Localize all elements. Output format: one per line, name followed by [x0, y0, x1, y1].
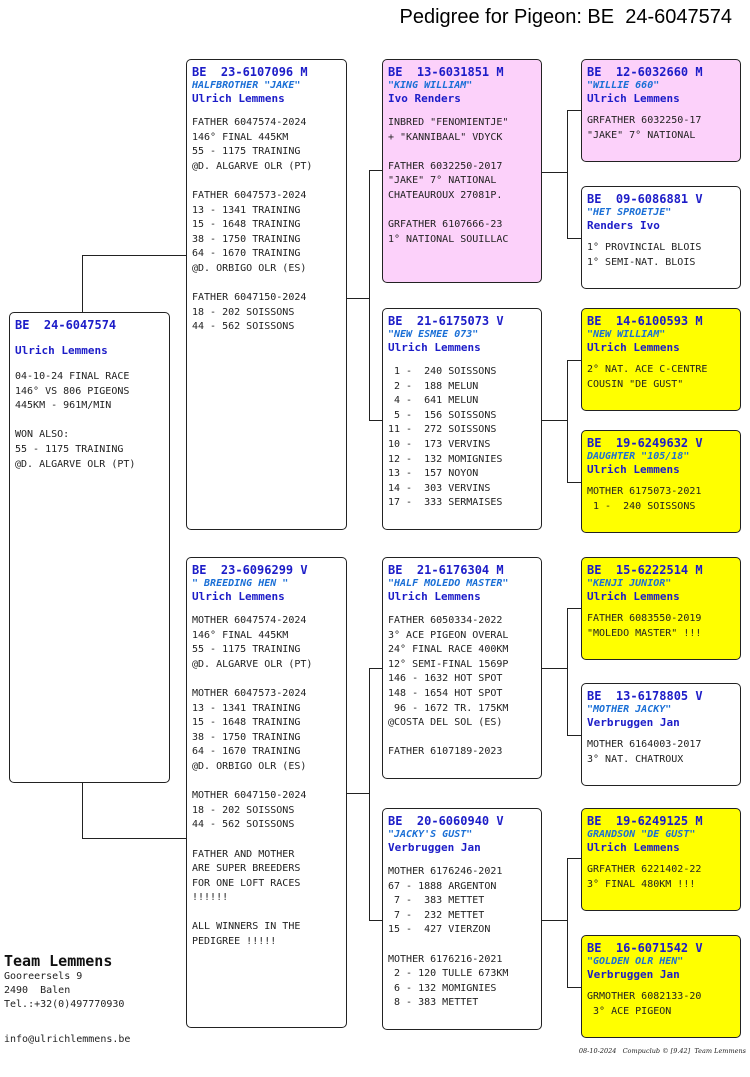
connector-line: [567, 608, 568, 735]
mother-card: [186, 557, 347, 1028]
breeder-city: 2490 Balen: [4, 985, 71, 996]
pigeon-name: "WILLIE 660": [587, 80, 660, 91]
pigeon-owner: Ulrich Lemmens: [587, 590, 680, 603]
gen3-card-6: [581, 683, 741, 786]
gen3-card-3: [581, 308, 741, 411]
ring-number: BE 09-6086881 V: [587, 192, 703, 206]
ring-number: BE 13-6178805 V: [587, 689, 703, 703]
ring-number: BE 19-6249125 M: [587, 814, 703, 828]
breeder-phone: Tel.:+32(0)497770930: [4, 999, 125, 1010]
father-ring-number: BE 23-6107096 M: [192, 65, 308, 79]
connector-line: [369, 420, 382, 421]
connector-line: [369, 170, 370, 420]
pigeon-name: "JACKY'S GUST": [388, 829, 473, 840]
paternal-grandfather-card: [382, 59, 542, 283]
connector-line: [347, 298, 369, 299]
pigeon-name: "HALF MOLEDO MASTER": [388, 578, 509, 589]
page-title: Pedigree for Pigeon: BE 24-6047574: [399, 6, 732, 28]
pigeon-owner: Ulrich Lemmens: [587, 341, 680, 354]
connector-line: [567, 482, 581, 483]
gen3-card-8: [581, 935, 741, 1038]
breeder-street: Gooreersels 9: [4, 971, 83, 982]
paternal-grandmother-card: [382, 308, 542, 530]
connector-line: [567, 608, 581, 609]
breeder-email[interactable]: info@ulrichlemmens.be: [4, 1034, 131, 1045]
father-name: HALFBROTHER "JAKE": [192, 80, 301, 91]
father-info: FATHER 6047574-2024 146° FINAL 445KM 55 - 1175 TRAINING @D. ALGARVE OLR (PT) FATHER 6047573-2024 13 - 1341 TRAINING 15 - 1648 TRAINING 38 - 1750 TRAINING 64 - 1670 TRAINING @D. ORBIGO OLR (ES) FATHER 6047150-2024 18 - 202 SOISSONS 44 - 562 SOISSONS: [192, 117, 313, 333]
connector-line: [369, 920, 382, 921]
pigeon-info: MOTHER 6175073-2021 1 - 240 SOISSONS: [587, 486, 702, 512]
gen3-card-2: [581, 186, 741, 289]
pigeon-owner: Verbruggen Jan: [587, 716, 680, 729]
connector-line: [567, 987, 581, 988]
gen3-card-1: [581, 59, 741, 162]
pigeon-info: FATHER 6050334-2022 3° ACE PIGEON OVERAL 24° FINAL RACE 400KM 12° SEMI-FINAL 1569P 146 - 1632 HOT SPOT 148 - 1654 HOT SPOT 96 - 1672 TR. 175KM @COSTA DEL SOL (ES) FATHER 6107189-2023: [388, 615, 509, 758]
pigeon-name: "GOLDEN OLR HEN": [587, 956, 684, 967]
footer-credit: 08-10-2024 Compuclub © [9.42] Team Lemmens: [578, 1047, 746, 1055]
pigeon-name: "NEW ESMEE 073": [388, 329, 479, 340]
pigeon-info: 1 - 240 SOISSONS 2 - 188 MELUN 4 - 641 MELUN 5 - 156 SOISSONS 11 - 272 SOISSONS 10 - 173 VERVINS 12 - 132 MOMIGNIES 13 - 157 NOYON 14 - 303 VERVINS 17 - 333 SERMAISES: [388, 366, 503, 509]
connector-line: [369, 170, 382, 171]
ring-number: BE 13-6031851 M: [388, 65, 504, 79]
connector-line: [567, 858, 568, 987]
connector-line: [82, 838, 186, 839]
pigeon-owner: Verbruggen Jan: [587, 968, 680, 981]
pigeon-owner: Ivo Renders: [388, 92, 461, 105]
pigeon-owner: Ulrich Lemmens: [388, 341, 481, 354]
pigeon-name: DAUGHTER "105/18": [587, 451, 690, 462]
connector-line: [567, 360, 568, 482]
pigeon-name: "MOTHER JACKY": [587, 704, 672, 715]
ring-number: BE 21-6175073 V: [388, 314, 504, 328]
connector-line: [347, 793, 369, 794]
pigeon-info: MOTHER 6176246-2021 67 - 1888 ARGENTON 7 - 383 METTET 7 - 232 METTET 15 - 427 VIERZON MOTHER 6176216-2021 2 - 120 TULLE 673KM 6 - 132 MOMIGNIES 8 - 383 METTET: [388, 866, 509, 1009]
connector-line: [567, 110, 568, 238]
connector-line: [369, 668, 370, 920]
pigeon-info: FATHER 6083550-2019 "MOLEDO MASTER" !!!: [587, 613, 702, 639]
mother-owner: Ulrich Lemmens: [192, 590, 285, 603]
ring-number: BE 14-6100593 M: [587, 314, 703, 328]
connector-line: [82, 255, 186, 256]
pigeon-name: "HET SPROETJE": [587, 207, 672, 218]
connector-line: [567, 238, 581, 239]
breeder-team-name: Team Lemmens: [4, 952, 113, 970]
pigeon-name: GRANDSON "DE GUST": [587, 829, 696, 840]
ring-number: BE 12-6032660 M: [587, 65, 703, 79]
pigeon-owner: Verbruggen Jan: [388, 841, 481, 854]
pigeon-info: GRMOTHER 6082133-20 3° ACE PIGEON: [587, 991, 702, 1017]
pigeon-info: GRFATHER 6221402-22 3° FINAL 480KM !!!: [587, 864, 702, 890]
connector-line: [567, 735, 581, 736]
mother-name: " BREEDING HEN ": [192, 578, 289, 589]
pigeon-name: "KING WILLIAM": [388, 80, 473, 91]
ring-number: BE 21-6176304 M: [388, 563, 504, 577]
father-card: [186, 59, 347, 530]
father-owner: Ulrich Lemmens: [192, 92, 285, 105]
subject-info: 04-10-24 FINAL RACE 146° VS 806 PIGEONS 445KM - 961M/MIN WON ALSO: 55 - 1175 TRAINING @D. ALGARVE OLR (PT): [15, 371, 136, 470]
connector-line: [567, 110, 581, 111]
subject-ring-number: BE 24-6047574: [15, 318, 117, 332]
pigeon-info: GRFATHER 6032250-17 "JAKE" 7° NATIONAL: [587, 115, 702, 141]
ring-number: BE 16-6071542 V: [587, 941, 703, 955]
pigeon-owner: Ulrich Lemmens: [587, 92, 680, 105]
mother-ring-number: BE 23-6096299 V: [192, 563, 308, 577]
ring-number: BE 15-6222514 M: [587, 563, 703, 577]
connector-line: [82, 255, 83, 312]
ring-number: BE 20-6060940 V: [388, 814, 504, 828]
ring-number: BE 19-6249632 V: [587, 436, 703, 450]
pigeon-name: "NEW WILLIAM": [587, 329, 666, 340]
connector-line: [542, 172, 567, 173]
pigeon-owner: Renders Ivo: [587, 219, 660, 232]
pigeon-owner: Ulrich Lemmens: [587, 841, 680, 854]
mother-info: MOTHER 6047574-2024 146° FINAL 445KM 55 - 1175 TRAINING @D. ALGARVE OLR (PT) MOTHER 6047573-2024 13 - 1341 TRAINING 15 - 1648 TRAINING 38 - 1750 TRAINING 64 - 1670 TRAINING @D. ORBIGO OLR (ES) MOTHER 6047150-2024 18 - 202 SOISSONS 44 - 562 SOISSONS FATHER AND MOTHER ARE SUPER BREEDERS FOR ONE LOFT RACES !!!!!! ALL WINNERS IN THE PEDIGREE !!!!!: [192, 615, 313, 948]
connector-line: [542, 668, 567, 669]
maternal-grandmother-card: [382, 808, 542, 1030]
pigeon-info: 2° NAT. ACE C-CENTRE COUSIN "DE GUST": [587, 364, 708, 390]
gen3-card-4: [581, 430, 741, 533]
connector-line: [542, 920, 567, 921]
pigeon-owner: Ulrich Lemmens: [587, 463, 680, 476]
pigeon-info: INBRED "FENOMIENTJE" + "KANNIBAAL" VDYCK FATHER 6032250-2017 "JAKE" 7° NATIONAL CHATEAUROUX 27081P. GRFATHER 6107666-23 1° NATIONAL SOUILLAC: [388, 117, 509, 245]
maternal-grandfather-card: [382, 557, 542, 779]
connector-line: [542, 420, 567, 421]
pigeon-owner: Ulrich Lemmens: [388, 590, 481, 603]
connector-line: [369, 668, 382, 669]
pigeon-info: 1° PROVINCIAL BLOIS 1° SEMI-NAT. BLOIS: [587, 242, 702, 268]
connector-line: [82, 783, 83, 838]
pigeon-info: MOTHER 6164003-2017 3° NAT. CHATROUX: [587, 739, 702, 765]
subject-pigeon-card: [9, 312, 170, 783]
gen3-card-7: [581, 808, 741, 911]
gen3-card-5: [581, 557, 741, 660]
connector-line: [567, 360, 581, 361]
connector-line: [567, 858, 581, 859]
pigeon-name: "KENJI JUNIOR": [587, 578, 672, 589]
breeder-contact: [4, 952, 124, 1012]
subject-owner: Ulrich Lemmens: [15, 344, 108, 357]
